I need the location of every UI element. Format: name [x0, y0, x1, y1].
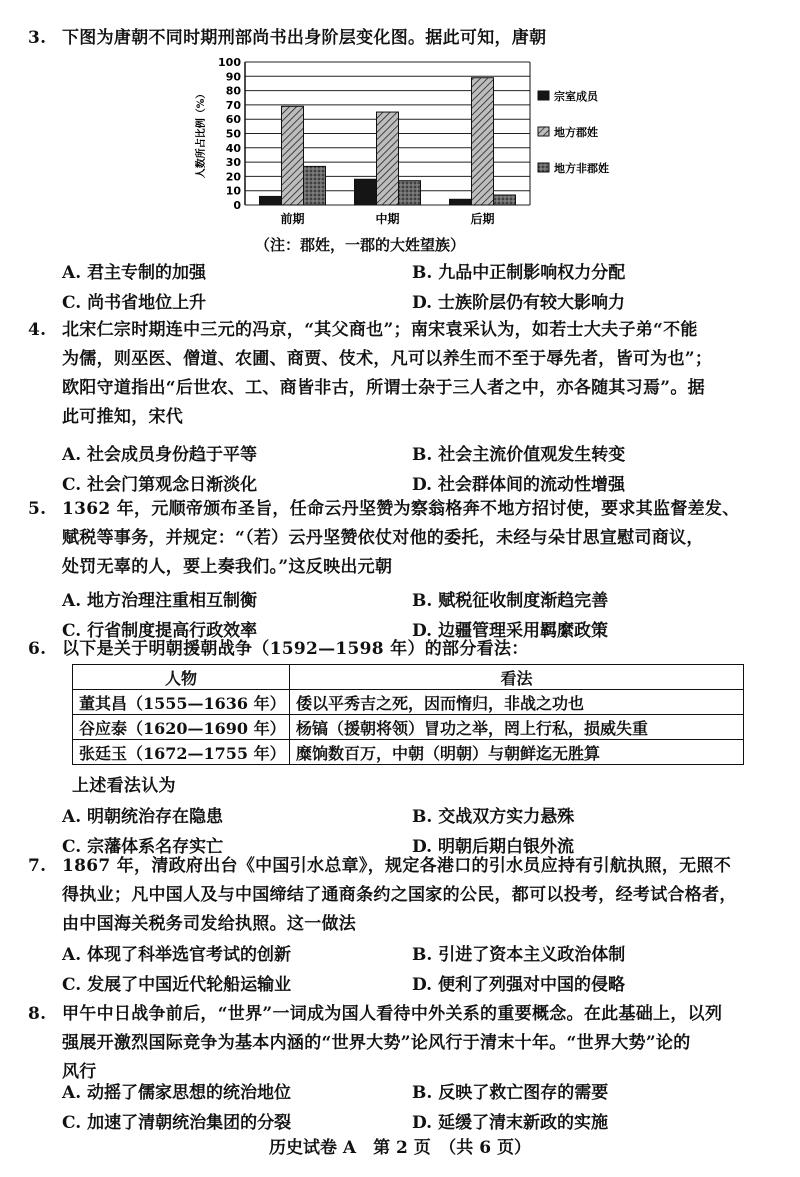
- option-a[interactable]: A. 君主专制的加强: [62, 263, 207, 283]
- y-tick-label: 20: [225, 170, 241, 184]
- option-d[interactable]: D. 延缓了清末新政的实施: [412, 1113, 608, 1133]
- bar-宗室成员-前期: [260, 196, 282, 205]
- question-number: 5.: [28, 499, 47, 519]
- option-d[interactable]: D. 明朝后期白银外流: [412, 837, 574, 857]
- legend-swatch: [538, 91, 549, 100]
- y-tick-label: 100: [218, 56, 241, 69]
- option-b[interactable]: B. 引进了资本主义政治体制: [412, 945, 626, 965]
- stem-line: 北宋仁宗时期连中三元的冯京，“其父商也”；南宋袁采认为，如若士大夫子弟“不能: [62, 320, 698, 340]
- x-tick-label: 后期: [470, 212, 495, 226]
- question-number: 3.: [28, 28, 47, 48]
- y-tick-label: 40: [225, 141, 241, 155]
- stem-line: 1362 年，元顺帝颁布圣旨，任命云丹坚赞为察翁格奔不地方招讨使，要求其监督差发、: [62, 499, 740, 519]
- option-c[interactable]: C. 行省制度提高行政效率: [62, 621, 258, 641]
- question-number: 7.: [28, 856, 47, 876]
- chart-svg: [190, 50, 650, 255]
- page-footer: 历史试卷 A 第 2 页 （共 6 页）: [269, 1138, 531, 1158]
- question-6-followup: 上述看法认为: [72, 776, 176, 796]
- option-c[interactable]: C. 尚书省地位上升: [62, 293, 207, 313]
- bar-chart: [190, 50, 650, 255]
- y-tick-label: 90: [225, 70, 241, 84]
- option-d[interactable]: D. 边疆管理采用羁縻政策: [412, 621, 608, 641]
- question-4-stem: [28, 316, 788, 432]
- table-row: [73, 690, 744, 715]
- y-tick-label: 60: [225, 113, 241, 127]
- option-c[interactable]: C. 加速了清朝统治集团的分裂: [62, 1113, 292, 1133]
- question-3-stem: [28, 24, 788, 53]
- question-text: 下图为唐朝不同时期刑部尚书出身阶层变化图。据此可知，唐朝: [62, 28, 547, 48]
- legend-swatch: [538, 127, 549, 136]
- stem-line: 得执业；凡中国人及与中国缔结了通商条约之国家的公民，都可以投考，经考试合格者，: [62, 885, 737, 905]
- table-header: 人物: [73, 665, 290, 690]
- stem-line: 1867 年，清政府出台《中国引水总章》，规定各港口的引水员应持有引航执照，无照不: [62, 856, 732, 876]
- option-b[interactable]: B. 社会主流价值观发生转变: [412, 445, 626, 465]
- stem-line: 此可推知，宋代: [62, 407, 184, 427]
- option-d[interactable]: D. 士族阶层仍有较大影响力: [412, 293, 625, 313]
- y-tick-label: 70: [225, 98, 241, 112]
- stem-line: 处罚无辜的人，要上奏我们。”这反映出元朝: [62, 557, 393, 577]
- option-a[interactable]: A. 明朝统治存在隐患: [62, 807, 224, 827]
- chart-note: （注：郡姓，一郡的大姓望族）: [255, 236, 466, 254]
- bar-地方非郡姓-中期: [399, 181, 421, 205]
- option-b[interactable]: B. 交战双方实力悬殊: [412, 807, 575, 827]
- y-tick-label: 10: [225, 184, 241, 198]
- option-a[interactable]: A. 社会成员身份趋于平等: [62, 445, 258, 465]
- option-b[interactable]: B. 反映了救亡图存的需要: [412, 1083, 609, 1103]
- bar-地方郡姓-中期: [377, 112, 399, 205]
- option-d[interactable]: D. 便利了列强对中国的侵略: [412, 975, 625, 995]
- y-tick-label: 50: [225, 127, 241, 141]
- x-tick-label: 前期: [280, 212, 305, 226]
- y-axis-label: 人数所占比例（%）: [196, 88, 207, 179]
- bar-地方非郡姓-后期: [494, 195, 516, 205]
- stem-line: 欧阳守道指出“后世农、工、商皆非古，所谓士杂于三人者之中，亦各随其习焉”。据: [62, 378, 705, 398]
- option-a[interactable]: A. 动摇了儒家思想的统治地位: [62, 1083, 292, 1103]
- table-cell: 杨镐（援朝将领）冒功之举，罔上行私，损威失重: [290, 715, 744, 740]
- y-tick-label: 30: [225, 156, 241, 170]
- option-b[interactable]: B. 九品中正制影响权力分配: [412, 263, 626, 283]
- legend-swatch: [538, 163, 549, 172]
- option-a[interactable]: A. 地方治理注重相互制衡: [62, 591, 258, 611]
- y-tick-label: 80: [225, 84, 241, 98]
- table-row: [73, 740, 744, 765]
- table-row: [73, 715, 744, 740]
- bar-宗室成员-后期: [450, 199, 472, 205]
- table-cell: 糜饷数百万，中朝（明朝）与朝鲜迄无胜算: [290, 740, 744, 765]
- question-7-stem: [28, 852, 788, 939]
- bar-地方郡姓-后期: [472, 78, 494, 205]
- bar-宗室成员-中期: [355, 179, 377, 205]
- legend-label: 地方郡姓: [554, 126, 598, 139]
- table-cell: 谷应泰（1620—1690 年）: [73, 715, 290, 740]
- stem-line: 强展开激烈国际竞争为基本内涵的“世界大势”论风行于清末十年。“世界大势”论的: [62, 1033, 691, 1053]
- bar-地方非郡姓-前期: [304, 166, 326, 205]
- x-tick-label: 中期: [375, 212, 400, 226]
- question-6-stem: [28, 635, 788, 664]
- question-number: 4.: [28, 320, 47, 340]
- stem-line: 风行: [62, 1062, 97, 1082]
- option-d[interactable]: D. 社会群体间的流动性增强: [412, 475, 625, 495]
- question-number: 6.: [28, 639, 47, 659]
- table-header: 看法: [290, 665, 744, 690]
- views-table: [72, 664, 744, 765]
- legend-label: 宗室成员: [554, 90, 598, 103]
- option-a[interactable]: A. 体现了科举选官考试的创新: [62, 945, 292, 965]
- question-text: 以下是关于明朝援朝战争（1592—1598 年）的部分看法：: [62, 639, 529, 659]
- table-cell: 张廷玉（1672—1755 年）: [73, 740, 290, 765]
- table-cell: 倭以平秀吉之死，因而惰归，非战之功也: [290, 690, 744, 715]
- legend-label: 地方非郡姓: [554, 162, 609, 175]
- option-c[interactable]: C. 发展了中国近代轮船运输业: [62, 975, 292, 995]
- option-c[interactable]: C. 宗藩体系名存实亡: [62, 837, 224, 857]
- question-5-stem: [28, 495, 788, 582]
- table-cell: 董其昌（1555—1636 年）: [73, 690, 290, 715]
- stem-line: 甲午中日战争前后，“世界”一词成为国人看待中外关系的重要概念。在此基础上，以列: [62, 1004, 723, 1024]
- bar-地方郡姓-前期: [282, 106, 304, 205]
- table-header-row: [73, 665, 744, 690]
- question-number: 8.: [28, 1004, 47, 1024]
- question-8-stem: [28, 1000, 788, 1087]
- stem-line: 赋税等事务，并规定：“（若）云丹坚赞依仗对他的委托，未经与朵甘思宣慰司商议，: [62, 528, 704, 548]
- stem-line: 由中国海关税务司发给执照。这一做法: [62, 914, 357, 934]
- option-c[interactable]: C. 社会门第观念日渐淡化: [62, 475, 258, 495]
- stem-line: 为儒，则巫医、僧道、农圃、商贾、伎术，凡可以养生而不至于辱先者，皆可为也”；: [62, 349, 713, 369]
- option-b[interactable]: B. 赋税征收制度渐趋完善: [412, 591, 609, 611]
- y-tick-label: 0: [233, 199, 241, 212]
